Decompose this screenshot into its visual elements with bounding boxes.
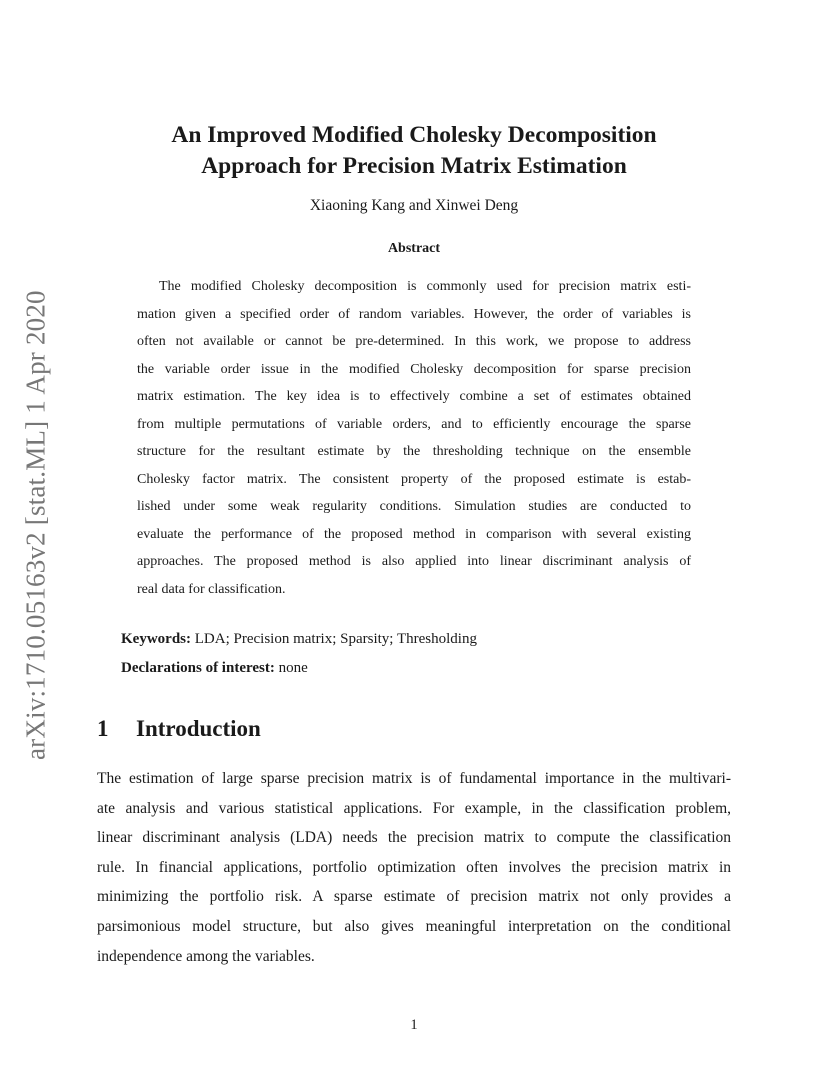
abstract-line: matrix estimation. The key idea is to effectively combine a set of estimates obtained: [137, 389, 691, 404]
abstract-line: often not available or cannot be pre-determined. In this work, we propose to address: [137, 334, 691, 349]
section-number: 1: [97, 716, 109, 741]
keywords-row: [121, 625, 721, 654]
body-line: independence among the variables.: [97, 947, 315, 965]
keywords-value: LDA; Precision matrix; Sparsity; Thresholding: [194, 631, 477, 647]
abstract-body: [137, 273, 691, 603]
abstract-line: lished under some weak regularity conditions. Simulation studies are conducted to: [137, 499, 691, 514]
body-line: The estimation of large sparse precision matrix is of fundamental importance in the multivari-: [97, 770, 731, 787]
paper-title: [100, 120, 728, 182]
abstract-heading: Abstract: [387, 241, 441, 256]
abstract-line: real data for classification.: [137, 581, 286, 597]
arxiv-identifier: arXiv:1710.05163v2 [stat.ML] 1 Apr 2020: [20, 290, 51, 760]
body-line: rule. In financial applications, portfolio optimization often involves the precision matrix in: [97, 858, 731, 876]
abstract-line: the variable order issue in the modified Cholesky decomposition for sparse precision: [137, 361, 691, 377]
declarations-value: none: [278, 660, 308, 676]
body-line: ate analysis and various statistical applications. For example, in the classification problem,: [97, 799, 731, 817]
declarations-row: [121, 654, 721, 683]
title-line: An Improved Modified Cholesky Decomposition: [171, 122, 657, 148]
keywords-label: Keywords:: [121, 631, 191, 647]
title-line: Approach for Precision Matrix Estimation: [201, 153, 627, 179]
abstract-line: mation given a specified order of random variables. However, the order of variables is: [137, 306, 691, 322]
page-number: 1: [410, 1017, 418, 1033]
declarations-label: Declarations of interest:: [121, 660, 275, 676]
keywords-block: [121, 625, 721, 683]
body-line: linear discriminant analysis (LDA) needs the precision matrix to compute the classification: [97, 829, 731, 847]
body-line: parsimonious model structure, but also gives meaningful interpretation on the conditional: [97, 917, 731, 935]
abstract-line: approaches. The proposed method is also applied into linear discriminant analysis of: [137, 554, 691, 569]
section-title: Introduction: [136, 716, 261, 741]
author-list: Xiaoning Kang and Xinwei Deng: [309, 197, 519, 214]
abstract-line: from multiple permutations of variable orders, and to efficiently encourage the sparse: [137, 416, 691, 432]
introduction-paragraph: [97, 764, 731, 971]
body-line: minimizing the portfolio risk. A sparse estimate of precision matrix not only provides a: [97, 888, 731, 906]
abstract-line: structure for the resultant estimate by the thresholding technique on the ensemble: [137, 444, 691, 459]
section-heading: [97, 716, 697, 742]
abstract-line: evaluate the performance of the proposed method in comparison with several existing: [137, 526, 691, 542]
abstract-line: Cholesky factor matrix. The consistent property of the proposed estimate is estab-: [137, 471, 691, 487]
abstract-line: The modified Cholesky decomposition is commonly used for precision matrix esti-: [159, 279, 691, 294]
